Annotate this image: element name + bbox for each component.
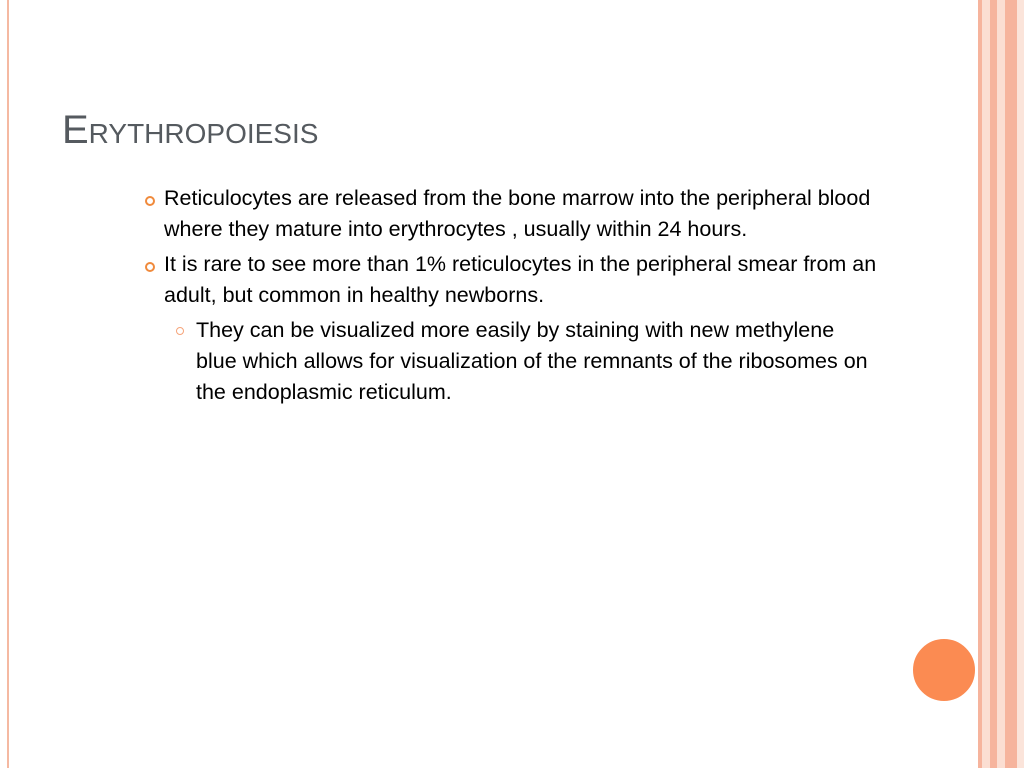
left-border-line <box>7 0 9 768</box>
decorative-circle <box>911 637 977 703</box>
decorative-stripe <box>982 0 990 768</box>
sub-bullet-text: They can be visualized more easily by staining with new methylene blue which allows for visualization of the remnants of the ribosomes on the endoplasmic reticulum. <box>196 318 868 404</box>
bullet-item <box>140 183 880 245</box>
decorative-stripe <box>1017 0 1024 768</box>
bullet-circle-icon <box>145 262 155 272</box>
slide-title: Erythropoiesis <box>62 108 319 152</box>
sub-bullet-item <box>172 315 880 408</box>
sub-bullet-circle-icon <box>176 327 184 335</box>
slide-body <box>140 183 880 412</box>
decorative-stripe <box>990 0 997 768</box>
bullet-text: Reticulocytes are released from the bone marrow into the peripheral blood where they mature into erythrocytes , usually within 24 hours. <box>164 186 871 241</box>
bullet-item <box>140 249 880 311</box>
bullet-circle-icon <box>145 196 155 206</box>
bullet-text: It is rare to see more than 1% reticulocytes in the peripheral smear from an adult, but common in healthy newborns. <box>164 252 877 307</box>
decorative-stripe <box>1005 0 1017 768</box>
decorative-stripe <box>997 0 1005 768</box>
